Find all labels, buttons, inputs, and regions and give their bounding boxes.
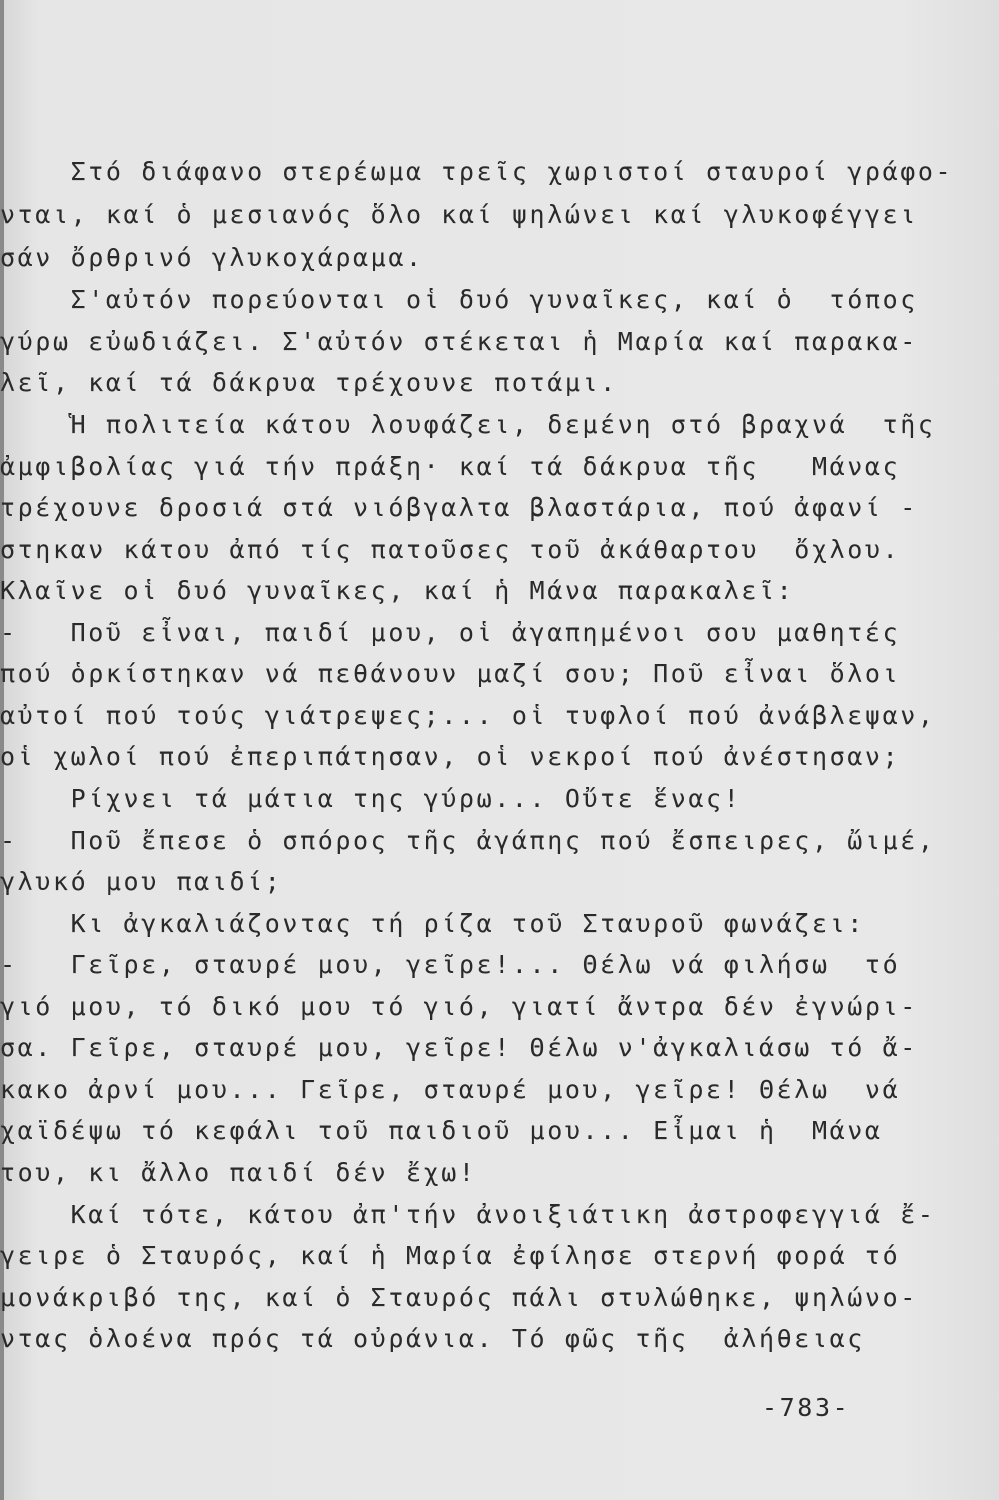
text-line-8: ἀμφιβολίας γιά τήν πράξη· καί τά δάκρυα τῆς Μάνας [0, 452, 901, 481]
text-line-12: - Ποῦ εἶναι, παιδί μου, οἱ ἀγαπημένοι σου μαθητές [0, 618, 901, 647]
page-number: -783- [762, 1393, 851, 1422]
text-line-1: Στό διάφανο στερέωμα τρεῖς χωριστοί σταυροί γράφο- [0, 157, 954, 186]
text-line-21: γιό μου, τό δικό μου τό γιό, γιατί ἄντρα δέν ἐγνώρι- [0, 992, 918, 1021]
text-line-24: χαϊδέψω τό κεφάλι τοῦ παιδιοῦ μου... Εἶμαι ἡ Μάνα [0, 1116, 883, 1145]
text-line-7: Ἡ πολιτεία κάτου λουφάζει, δεμένη στό βραχνά τῆς [0, 410, 936, 439]
text-line-26: Καί τότε, κάτου ἀπ'τήν ἀνοιξιάτικη ἀστροφεγγιά ἔ- [0, 1200, 936, 1229]
text-line-13: πού ὁρκίστηκαν νά πεθάνουν μαζί σου; Ποῦ εἶναι ὅλοι [0, 659, 901, 688]
text-line-23: κακο ἀρνί μου... Γεῖρε, σταυρέ μου, γεῖρε! Θέλω νά [0, 1075, 901, 1104]
text-line-19: Κι ἀγκαλιάζοντας τή ρίζα τοῦ Σταυροῦ φωνάζει: [0, 909, 865, 938]
text-line-9: τρέχουνε δροσιά στά νιόβγαλτα βλαστάρια, πού ἀφανί - [0, 493, 918, 522]
text-line-5: γύρω εὐωδιάζει. Σ'αὐτόν στέκεται ἡ Μαρία καί παρακα- [0, 327, 918, 356]
text-line-16: Ρίχνει τά μάτια της γύρω... Οὔτε ἕνας! [0, 784, 742, 813]
text-line-14: αὐτοί πού τούς γιάτρεψες;... οἱ τυφλοί πού ἀνάβλεψαν, [0, 701, 936, 730]
text-line-29: ντας ὁλοένα πρός τά οὐράνια. Τό φῶς τῆς ἀλήθειας [0, 1324, 865, 1353]
text-line-28: μονάκριβό της, καί ὁ Σταυρός πάλι στυλώθηκε, ψηλώνο- [0, 1283, 918, 1312]
text-line-18: γλυκό μου παιδί; [0, 867, 283, 896]
text-line-22: σα. Γεῖρε, σταυρέ μου, γεῖρε! Θέλω ν'ἀγκαλιάσω τό ἄ- [0, 1033, 918, 1062]
text-line-11: Κλαῖνε οἱ δυό γυναῖκες, καί ἡ Μάνα παρακαλεῖ: [0, 576, 795, 605]
text-line-20: - Γεῖρε, σταυρέ μου, γεῖρε!... Θέλω νά φιλήσω τό [0, 950, 901, 979]
text-line-17: - Ποῦ ἔπεσε ὁ σπόρος τῆς ἀγάπης πού ἔσπειρες, ὤιμέ, [0, 826, 936, 855]
text-line-27: γειρε ὁ Σταυρός, καί ἡ Μαρία ἐφίλησε στερνή φορά τό [0, 1241, 901, 1270]
text-line-2: νται, καί ὁ μεσιανός ὅλο καί ψηλώνει καί γλυκοφέγγει [0, 200, 918, 229]
text-line-6: λεῖ, καί τά δάκρυα τρέχουνε ποτάμι. [0, 368, 618, 397]
text-line-10: στηκαν κάτου ἀπό τίς πατοῦσες τοῦ ἀκάθαρτου ὄχλου. [0, 535, 901, 564]
text-line-4: Σ'αὐτόν πορεύονται οἱ δυό γυναῖκες, καί ὁ τόπος [0, 285, 918, 314]
text-line-25: του, κι ἄλλο παιδί δέν ἔχω! [0, 1158, 477, 1187]
text-line-15: οἱ χωλοί πού ἐπεριπάτησαν, οἱ νεκροί πού ἀνέστησαν; [0, 742, 901, 771]
text-line-3: σάν ὄρθρινό γλυκοχάραμα. [0, 243, 424, 272]
